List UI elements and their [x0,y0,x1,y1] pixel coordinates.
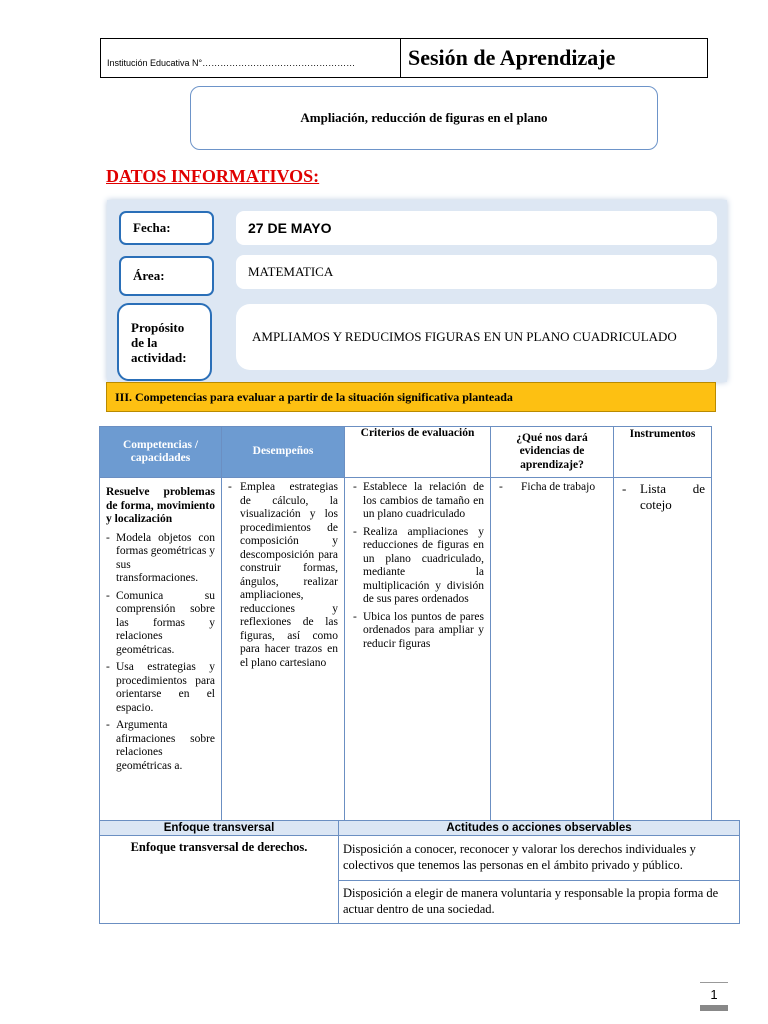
list-item: - Usa estrategias y procedimientos para orientarse en el espacio. [106,661,215,715]
document-header [100,38,708,78]
instrumento-list [622,481,705,513]
session-title: Sesión de Aprendizaje [408,45,616,70]
list-item: - Ubica los puntos de pares ordenados para ampliar y reducir figuras [353,611,484,652]
enfoque-header-row [100,821,740,836]
evidencia-value: - Ficha de trabajo [499,481,596,493]
enfoque-header-left: Enfoque transversal [100,821,339,836]
desempeno-list [228,481,338,670]
fecha-value: 27 DE MAYO [236,211,717,245]
proposito-label: Propósito de la actividad: [117,303,212,381]
capacidades-list [106,532,215,774]
list-item: - Realiza ampliaciones y reducciones de figuras en un plano cuadriculado, mediante la multiplicación y división de sus pares ordenados [353,526,484,607]
instrumento-cell [614,478,712,821]
table-row [100,836,740,881]
enfoque-header-right: Actitudes o acciones observables [339,821,740,836]
header-criterios: Criterios de evaluación [345,427,491,478]
criterios-list [353,481,484,651]
area-label: Área: [119,256,214,296]
evidencia-cell [491,478,614,821]
institution-field: Institución Educativa N°…………………………………………… [101,39,401,77]
criterios-cell [345,478,491,821]
list-item: - Modela objetos con formas geométricas y sus transformaciones. [106,532,215,586]
header-competencias: Competencias / capacidades [100,427,222,478]
list-item: - Argumenta afirmaciones sobre relaciones geométricas a. [106,719,215,773]
proposito-value: AMPLIAMOS Y REDUCIMOS FIGURAS EN UN PLANO CUADRICULADO [236,304,717,370]
header-evidencias: ¿Qué nos dará evidencias de aprendizaje? [491,427,614,478]
page-number-bar [700,1005,728,1011]
page-number: 1 [710,987,718,1002]
list-item: - Lista de cotejo [622,481,705,513]
actitud-2: Disposición a elegir de manera voluntaria y responsable la propia forma de actuar dentro de una sociedad. [339,881,740,924]
competencias-table [99,426,712,821]
list-item: - Establece la relación de los cambios de tamaño en un plano cuadriculado [353,481,484,522]
enfoque-table [99,820,740,924]
competencias-banner: III. Competencias para evaluar a partir de la situación significativa planteada [106,382,716,412]
desempeno-cell [222,478,345,821]
list-item: - Emplea estrategias de cálculo, la visualización y los procedimientos de composición y descomposición para construir formas, ángulos, realizar ampliaciones, reducciones y reflexiones de las figuras, así como para hacer trazos en el plano cartesiano [228,481,338,670]
area-value: MATEMATICA [236,255,717,289]
competencia-cell [100,478,222,821]
fecha-label: Fecha: [119,211,214,245]
enfoque-name: Enfoque transversal de derechos. [100,836,339,924]
table-header-row [100,427,712,478]
datos-heading: DATOS INFORMATIVOS: [106,166,320,186]
table-row [100,478,712,821]
list-item: - Comunica su comprensión sobre las formas y relaciones geométricas. [106,590,215,658]
actitud-1: Disposición a conocer, reconocer y valorar los derechos individuales y colectivos que tenemos las personas en el ámbito privado y público. [339,836,740,881]
evidencia-text: Ficha de trabajo [521,481,596,493]
header-instrumentos: Instrumentos [614,427,712,478]
competencia-title: Resuelve problemas de forma, movimiento y localización [106,486,215,525]
header-desempenos: Desempeños [222,427,345,478]
page-number-rule [700,982,728,983]
topic-title: Ampliación, reducción de figuras en el plano [190,86,658,150]
